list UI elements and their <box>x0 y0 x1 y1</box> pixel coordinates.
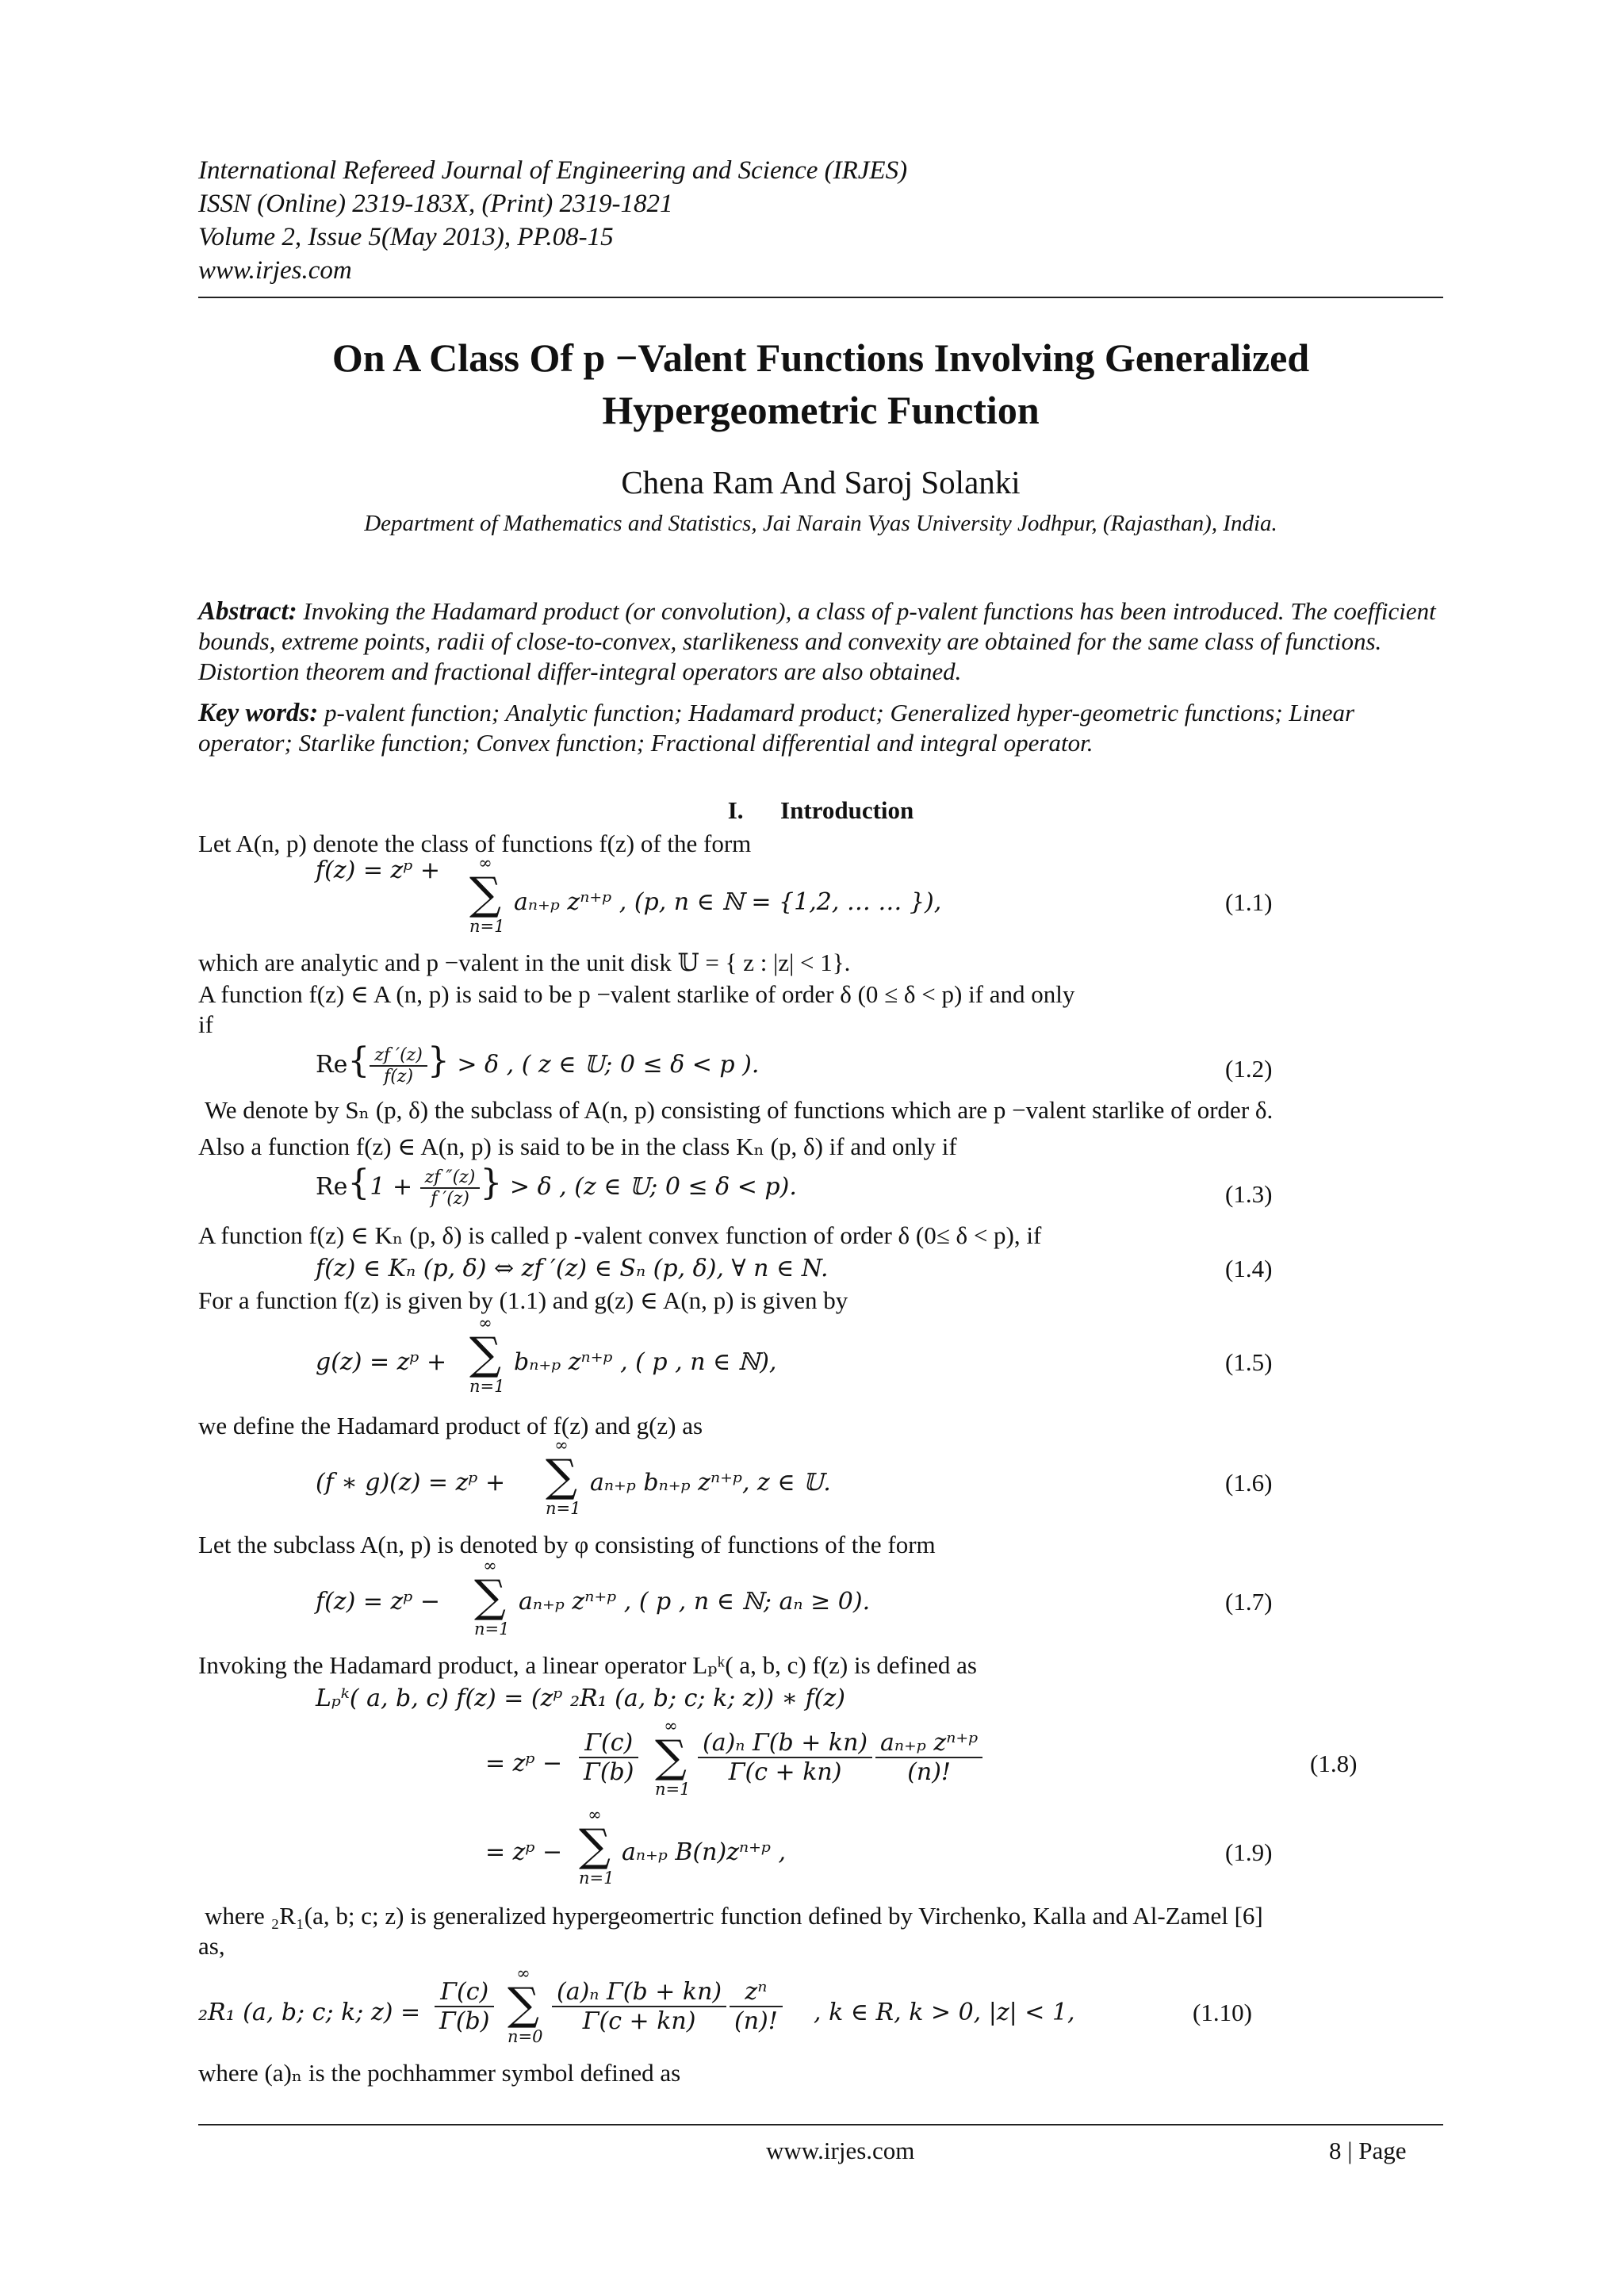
fraction <box>435 1978 494 2035</box>
denominator: (n)! <box>907 1758 951 1786</box>
fraction <box>579 1729 638 1786</box>
sum-operator <box>474 1556 510 1639</box>
numerator: Γ(c) <box>579 1729 638 1758</box>
abstract <box>198 596 1443 687</box>
sigma-symbol: ∑ <box>474 1571 506 1623</box>
sum-lower-limit: n=1 <box>546 1499 581 1518</box>
denominator: Γ(b) <box>439 2007 490 2035</box>
sum-upper-limit: ∞ <box>483 1556 497 1575</box>
body-text: Let the subclass A(n, p) is denoted by φ consisting of functions of the form <box>198 1531 936 1558</box>
sum-operator <box>508 1964 543 2046</box>
body-text: as, <box>198 1932 225 1960</box>
section-title: Introduction <box>780 796 914 824</box>
denominator: f(z) <box>384 1067 414 1087</box>
gamma-ratio <box>435 1978 494 2035</box>
coefficient-term <box>875 1729 982 1786</box>
denominator: f ′(z) <box>431 1189 469 1209</box>
body-text: we define the Hadamard product of f(z) and g(z) as <box>198 1412 703 1439</box>
footer-rule <box>198 2124 1443 2125</box>
gamma-term <box>698 1729 872 1786</box>
sum-lower-limit: n=1 <box>655 1780 691 1799</box>
equation-1-5: g(z) = zᵖ + <box>316 1348 447 1376</box>
equation-1-4: f(z) ∈ Kₙ (p, δ) ⇔ zf ′(z) ∈ Sₙ (p, δ), ∀ n ∈ N. <box>316 1255 829 1282</box>
sum-upper-limit: ∞ <box>478 853 492 872</box>
section-number: I. <box>727 796 744 824</box>
equation-1-7: f(z) = zᵖ − <box>316 1588 441 1616</box>
body-text: which are analytic and p −valent in the unit disk 𝕌 = { z : |z| < 1}. <box>198 949 851 976</box>
sigma-symbol: ∑ <box>469 868 501 920</box>
equation-1-10: ₂R₁ (a, b; c; k; z) = <box>198 1999 421 2026</box>
page-number: 8 | Page <box>1329 2137 1407 2164</box>
sum-operator <box>469 1313 505 1396</box>
numerator: (a)ₙ Γ(b + kn) <box>552 1978 726 2007</box>
body-text: Let A(n, p) denote the class of functions f(z) of the form <box>198 830 752 857</box>
equation-1-9: = zᵖ − <box>485 1838 563 1866</box>
sum-lower-limit: n=1 <box>469 1377 505 1396</box>
equation-number: (1.7) <box>1225 1588 1273 1616</box>
keywords-label: Key words: <box>198 699 319 727</box>
re-operator: Re <box>316 1051 348 1079</box>
eq-lhs: f(z) = zᵖ + <box>316 857 441 884</box>
operator-definition: Lₚᵏ( a, b, c) f(z) = (zᵖ ₂R₁ (a, b; c; k; z)) ∗ f(z) <box>316 1685 845 1712</box>
abstract-text: Invoking the Hadamard product (or convolution), a class of p-valent functions has been introduced. The coefficient bounds, extreme points, radii of close-to-convex, starlikeness and convexity are obtained for the same class of functions. Distortion theorem and fractional differ-integral operators are also obtained. <box>198 597 1436 685</box>
equation-1-6: (f ∗ g)(z) = zᵖ + <box>316 1469 506 1497</box>
denominator: Γ(c + kn) <box>582 2007 696 2035</box>
denominator: Γ(c + kn) <box>728 1758 842 1786</box>
equation-number: (1.5) <box>1225 1348 1273 1376</box>
equation-number: (1.4) <box>1225 1255 1273 1282</box>
power-term <box>730 1978 783 2035</box>
re-operator: Re <box>316 1173 348 1201</box>
fraction <box>552 1978 726 2035</box>
body-text: Invoking the Hadamard product, a linear operator Lₚᵏ( a, b, c) f(z) is defined as <box>198 1651 977 1679</box>
equation-1-2: Re{ $\frac{zf '(z)}{f(z)}$ } > δ , ( z ∈ 𝕌; 0 ≤ δ < p ). <box>316 1041 760 1087</box>
journal-website: www.irjes.com <box>198 256 352 285</box>
equation-number: (1.3) <box>1225 1180 1273 1208</box>
equation-number: (1.9) <box>1225 1838 1273 1866</box>
body-text: A function f(z) ∈ A (n, p) is said to be p −valent starlike of order δ (0 ≤ δ < p) if and only <box>198 980 1075 1008</box>
fraction <box>875 1729 982 1786</box>
body-text: if <box>198 1010 213 1038</box>
sigma-symbol: ∑ <box>655 1731 687 1783</box>
issn-line: ISSN (Online) 2319-183X, (Print) 2319-1821 <box>198 190 673 218</box>
numerator: (a)ₙ Γ(b + kn) <box>698 1729 872 1758</box>
body-text: where ₂R₁(a, b; c; z) is generalized hypergeomertric function defined by Virchenko, Kalla and Al-Zamel [6] <box>205 1902 1263 1930</box>
gamma-term <box>552 1978 726 2035</box>
volume-line: Volume 2, Issue 5(May 2013), PP.08-15 <box>198 223 614 251</box>
equation-1-3: Re{1 + $\frac{zf ''(z)}{f '(z)}$ } > δ , (z ∈ 𝕌; 0 ≤ δ < p). <box>316 1163 797 1209</box>
title-line-2: Hypergeometric Function <box>602 388 1040 432</box>
equation-number: (1.6) <box>1225 1469 1273 1497</box>
sum-upper-limit: ∞ <box>478 1313 492 1332</box>
fraction <box>698 1729 872 1786</box>
sum-operator <box>579 1805 615 1888</box>
numerator: zⁿ <box>730 1978 783 2007</box>
keywords-text: p-valent function; Analytic function; Hadamard product; Generalized hyper-geometric functions; Linear operator; Starlike function; Convex function; Fractional differential and integral operator. <box>198 699 1355 757</box>
eq-term: aₙ₊ₚ zⁿ⁺ᵖ , ( p , n ∈ ℕ; aₙ ≥ 0). <box>519 1588 871 1616</box>
numerator: zf ″(z) <box>420 1167 481 1189</box>
gamma-ratio <box>579 1729 638 1786</box>
affiliation: Department of Mathematics and Statistics, Jai Narain Vyas University Jodhpur, (Rajasthan), India. <box>364 511 1277 536</box>
eq-condition: > δ , ( z ∈ 𝕌; 0 ≤ δ < p ). <box>457 1051 760 1079</box>
sum-lower-limit: n=0 <box>508 2027 543 2046</box>
eq-term: aₙ₊ₚ zⁿ⁺ᵖ , (p, n ∈ ℕ = {1,2, … … }), <box>514 888 942 916</box>
fraction <box>420 1167 481 1209</box>
body-text: We denote by Sₙ (p, δ) the subclass of A(n, p) consisting of functions which are p −valent starlike of order δ. <box>205 1096 1274 1124</box>
sum-upper-limit: ∞ <box>664 1716 678 1735</box>
fraction <box>370 1045 427 1087</box>
keywords <box>198 698 1443 758</box>
numerator: aₙ₊ₚ zⁿ⁺ᵖ <box>875 1729 982 1758</box>
equation-number: (1.1) <box>1225 888 1273 916</box>
sum-lower-limit: n=1 <box>579 1869 615 1888</box>
eq-term: aₙ₊ₚ bₙ₊ₚ zⁿ⁺ᵖ, z ∈ 𝕌. <box>590 1469 831 1497</box>
body-text: For a function f(z) is given by (1.1) and g(z) ∈ A(n, p) is given by <box>198 1286 848 1314</box>
fraction <box>730 1978 783 2035</box>
body-text: A function f(z) ∈ Kₙ (p, δ) is called p -valent convex function of order δ (0≤ δ < p), if <box>198 1221 1042 1249</box>
abstract-label: Abstract: <box>198 597 297 626</box>
eq-term: 1 + <box>370 1173 413 1201</box>
equation-number: (1.8) <box>1310 1750 1358 1777</box>
sum-operator <box>546 1435 581 1518</box>
footer-website: www.irjes.com <box>766 2137 915 2164</box>
sigma-symbol: ∑ <box>546 1451 577 1502</box>
sigma-symbol: ∑ <box>469 1328 501 1380</box>
equation-1-1 <box>316 857 440 884</box>
numerator: Γ(c) <box>435 1978 494 2007</box>
sum-upper-limit: ∞ <box>516 1964 530 1983</box>
eq-term: aₙ₊ₚ B(n)zⁿ⁺ᵖ , <box>622 1838 787 1866</box>
section-heading <box>198 796 1443 825</box>
journal-name: International Refereed Journal of Engineering and Science (IRJES) <box>198 156 908 185</box>
sum-operator <box>469 853 505 936</box>
sigma-symbol: ∑ <box>579 1820 611 1872</box>
body-text: Also a function f(z) ∈ A(n, p) is said to be in the class Kₙ (p, δ) if and only if <box>198 1133 957 1160</box>
equation-number: (1.10) <box>1193 1999 1252 2026</box>
eq-condition: , k ∈ R, k > 0, |z| < 1, <box>814 1999 1075 2026</box>
equation-number: (1.2) <box>1225 1055 1273 1083</box>
authors: Chena Ram And Saroj Solanki <box>621 464 1021 500</box>
sum-upper-limit: ∞ <box>554 1435 569 1455</box>
numerator: zf ′(z) <box>370 1045 427 1067</box>
sum-operator <box>655 1716 691 1799</box>
sum-lower-limit: n=1 <box>474 1619 510 1639</box>
denominator: (n)! <box>734 2007 778 2035</box>
sum-lower-limit: n=1 <box>469 917 505 936</box>
body-text: where (a)ₙ is the pochhammer symbol defined as <box>198 2059 681 2087</box>
denominator: Γ(b) <box>584 1758 634 1786</box>
header-rule <box>198 297 1443 298</box>
sum-upper-limit: ∞ <box>588 1805 602 1824</box>
equation-1-8: = zᵖ − <box>485 1750 563 1777</box>
sigma-symbol: ∑ <box>508 1979 539 2030</box>
eq-term: bₙ₊ₚ zⁿ⁺ᵖ , ( p , n ∈ ℕ), <box>514 1348 777 1376</box>
eq-condition: > δ , (z ∈ 𝕌; 0 ≤ δ < p). <box>509 1173 797 1201</box>
title-line-1: On A Class Of p −Valent Functions Involving Generalized <box>331 335 1310 380</box>
